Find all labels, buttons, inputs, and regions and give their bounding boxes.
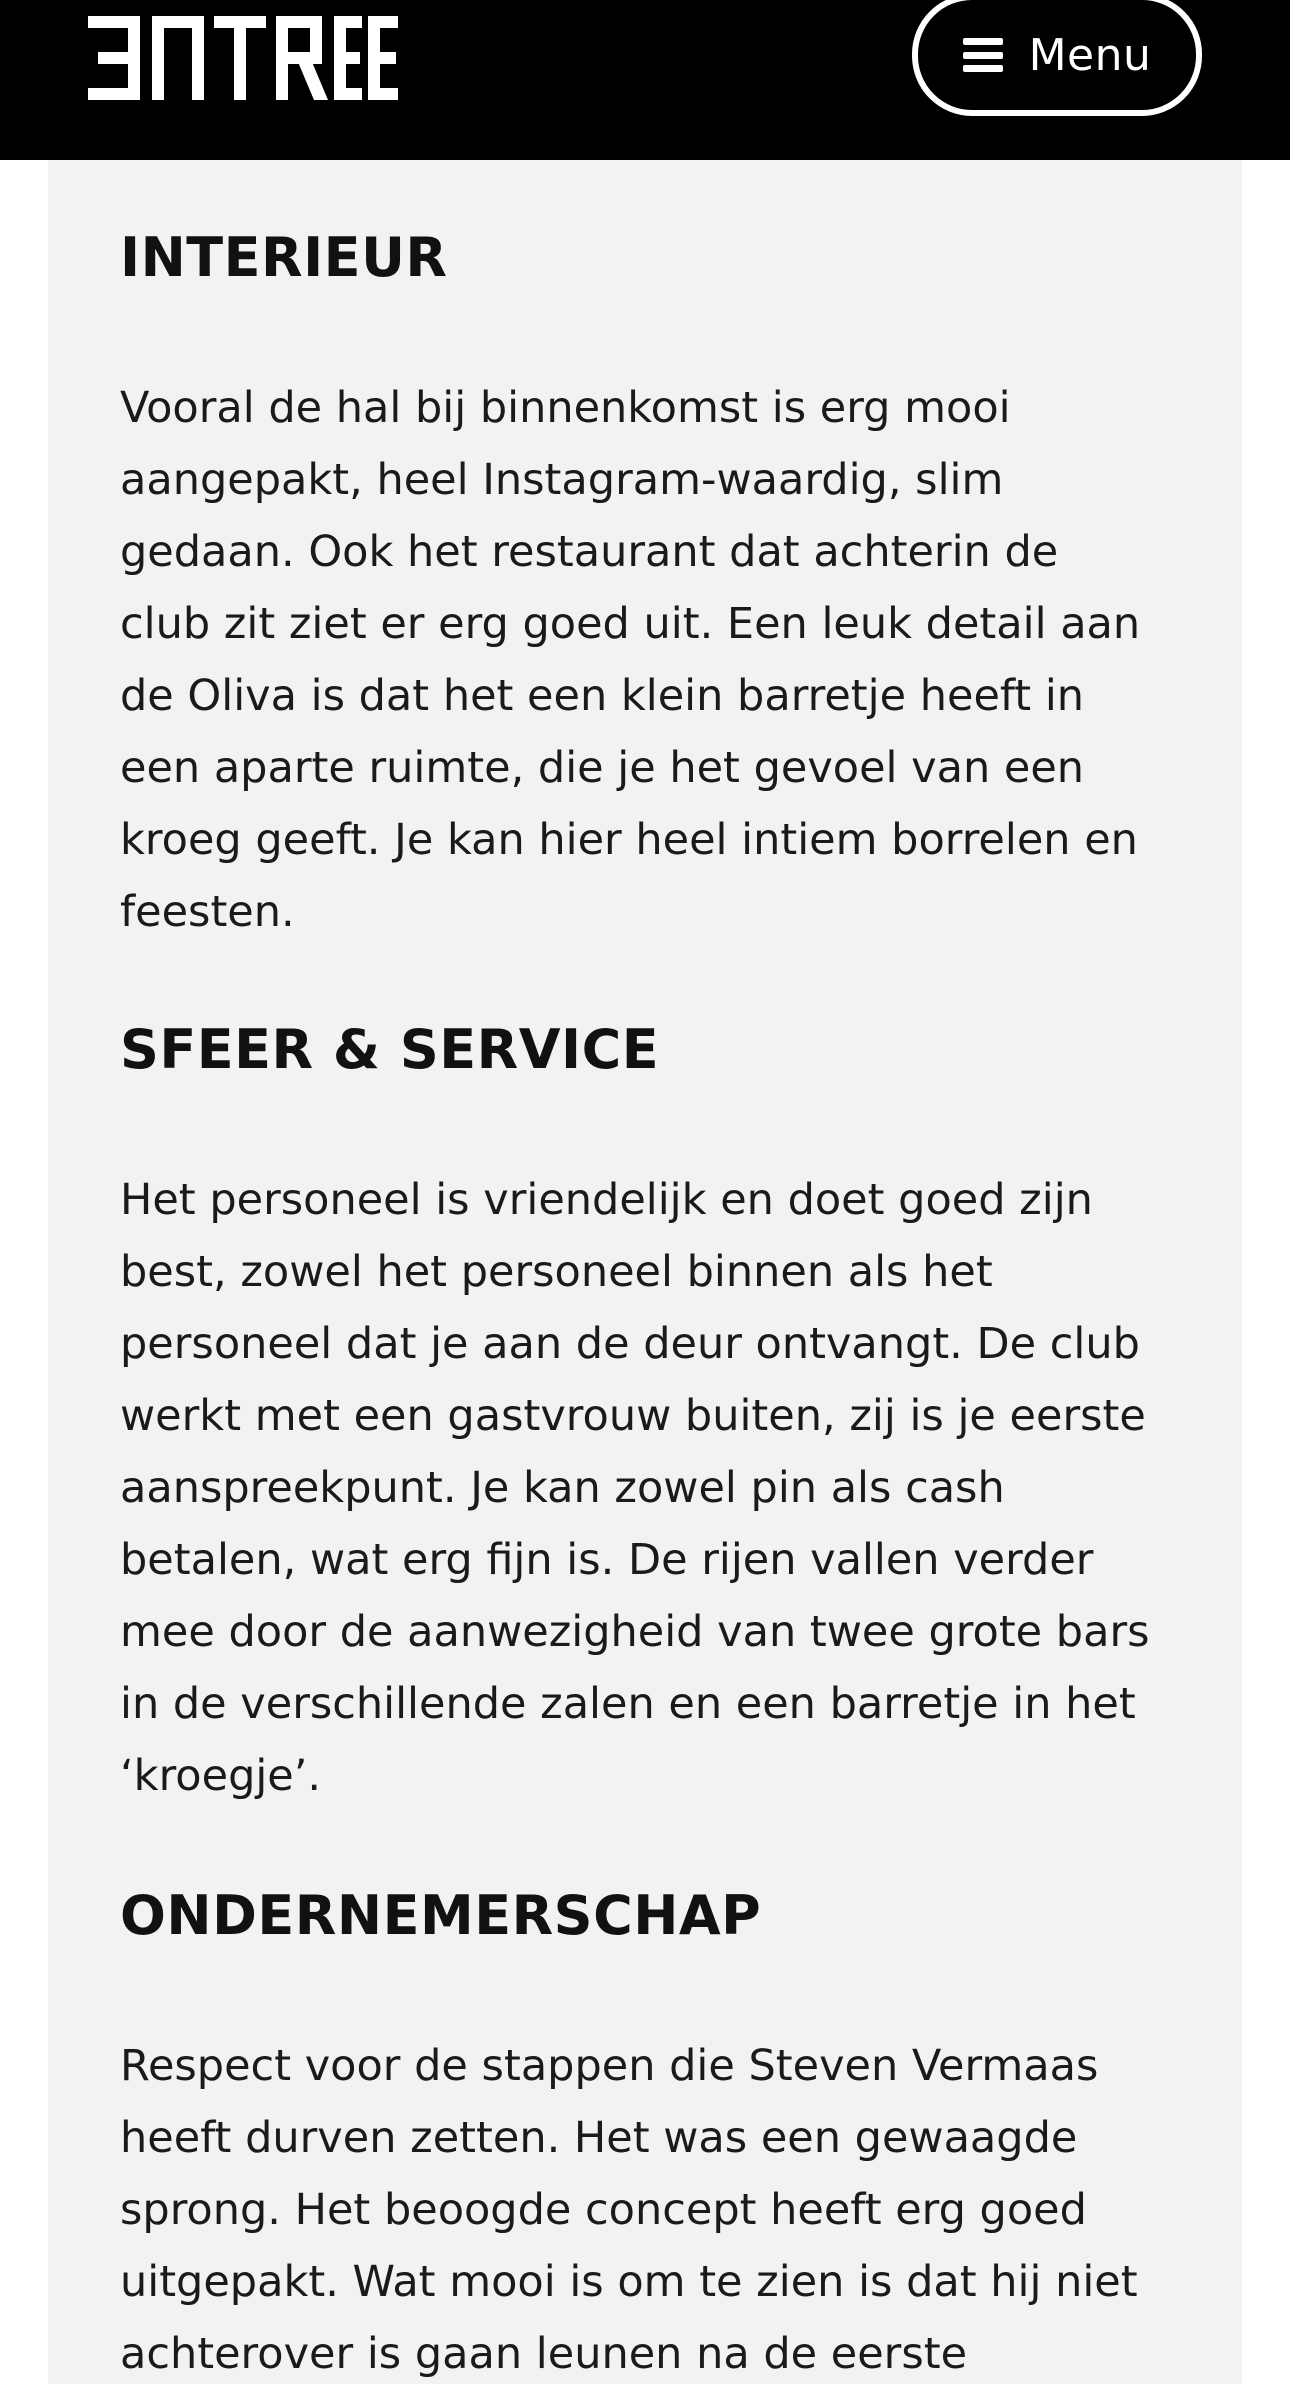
hamburger-icon: [963, 38, 1003, 72]
section-title-ondernemerschap: ONDERNEMERSCHAP: [120, 1884, 762, 1947]
section-text-sfeer-service: Het personeel is vriendelijk en doet goed zijn best, zowel het personeel binnen als het personeel dat je aan de deur ontvangt. De club werkt met een gastvrouw buiten, zij is je eerste aanspreekpunt. Je kan zowel pin als cash betalen, wat erg fijn is. De rijen vallen verder mee door de aanwezigheid van twee grote bars in de verschillende zalen en een barretje in het ‘kroegje’.: [120, 1175, 1150, 1801]
section-text-interieur: Vooral de hal bij binnenkomst is erg mooi aangepakt, heel Instagram-waardig, slim gedaan. Ook het restaurant dat achterin de club zit ziet er erg goed uit. Een leuk detail aan de Oliva is dat het een klein barretje heeft in een aparte ruimte, die je het gevoel van een kroeg geeft. Je kan hier heel intiem borrelen en feesten.: [120, 383, 1141, 937]
section-text-ondernemerschap: Respect voor de stappen die Steven Vermaas heeft durven zetten. Het was een gewaagde sprong. Het beoogde concept heeft erg goed uitgepakt. Wat mooi is om te zien is dat hij niet achterover is gaan leunen na de eerste: [120, 2041, 1138, 2379]
menu-label: Menu: [1028, 29, 1152, 81]
entree-logo[interactable]: [88, 16, 398, 100]
section-title-sfeer-service: SFEER & SERVICE: [120, 1018, 660, 1081]
menu-button[interactable]: [912, 0, 1202, 116]
site-header: [0, 0, 1290, 160]
section-title-interieur: INTERIEUR: [120, 226, 448, 289]
